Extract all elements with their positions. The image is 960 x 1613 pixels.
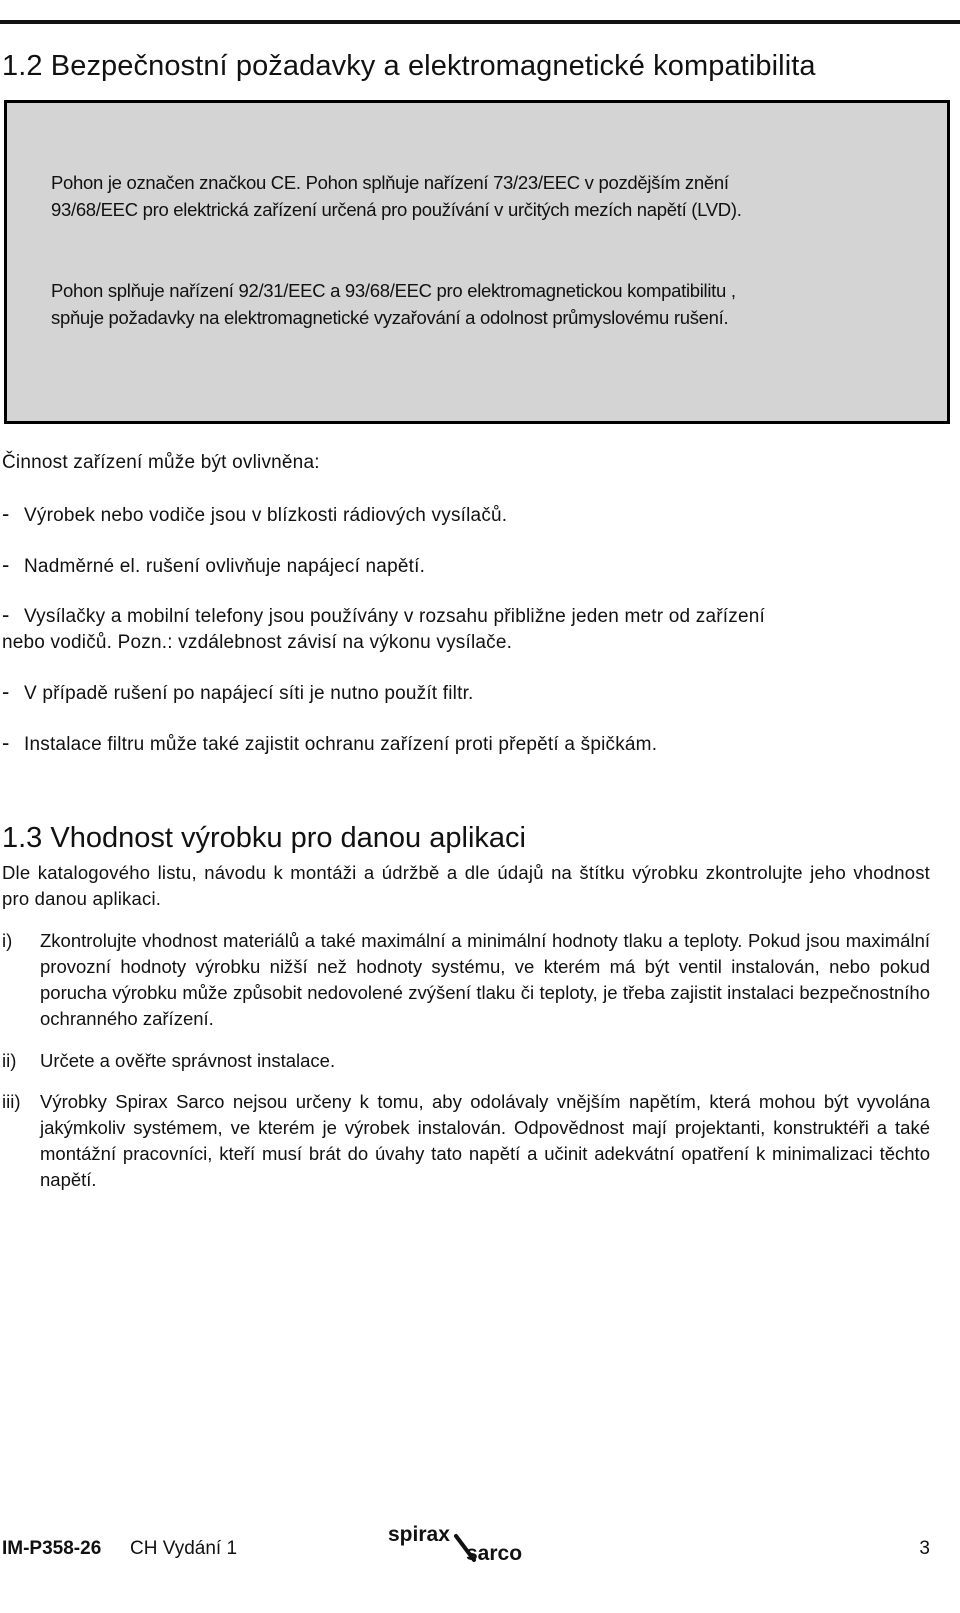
section-1-3-title: 1.3 Vhodnost výrobku pro danou aplikaci — [2, 822, 526, 854]
document-code: IM-P358-26 — [2, 1538, 102, 1559]
activity-item-1 — [2, 500, 507, 530]
item-number: ii) — [2, 1050, 17, 1071]
requirement-item-ii — [2, 1048, 930, 1074]
activity-item-3 — [2, 601, 765, 631]
requirement-item-iii — [2, 1089, 930, 1193]
dash-marker: - — [2, 501, 10, 526]
activity-item-4-text: V případě rušení po napájecí síti je nutno použít filtr. — [24, 683, 474, 704]
dash-marker: - — [2, 602, 10, 627]
dash-marker: - — [2, 679, 10, 704]
box-line-2: 93/68/EEC pro elektrická zařízení určená pro používání v určitých mezích napětí (LVD). — [51, 199, 742, 220]
activity-item-3-cont — [2, 629, 512, 657]
activity-item-5 — [2, 729, 657, 759]
item-text: Určete a ověřte správnost instalace. — [40, 1050, 336, 1071]
activity-item-3-text: Vysílačky a mobilní telefony jsou používány v rozsahu přibližne jeden metr od zařízení — [24, 606, 765, 627]
requirement-item-i — [2, 928, 930, 1032]
dash-marker: - — [2, 730, 10, 755]
activity-item-3-cont-text: nebo vodičů. Pozn.: vzdálebnost závisí na výkonu vysílače. — [2, 632, 513, 653]
logo-bottom-text: sarco — [466, 1542, 523, 1564]
logo-top-text: spirax — [388, 1524, 450, 1546]
spirax-sarco-logo — [386, 1524, 556, 1564]
item-text: Zkontrolujte vhodnost materiálů a také maximální a minimální hodnoty tlaku a teploty. Pokud jsou maximální provozní hodnoty výrobku nižší než hodnoty systému, ve kterém má být ventil instalován, nebo pokud porucha výrobku může způsobit nedovolené zvýšení tlaku či teploty, je třeba zajistit instalaci bezpečnostního ochranného zařízení. — [40, 930, 930, 1029]
box-line-3: Pohon splňuje nařízení 92/31/EEC a 93/68/EEC pro elektromagnetickou kompatibilitu , — [51, 280, 736, 301]
box-line-1: Pohon je označen značkou CE. Pohon splňuje nařízení 73/23/EEC v pozdějším znění — [51, 172, 729, 193]
activity-item-2 — [2, 551, 425, 581]
activity-heading: Činnost zařízení může být ovlivněna: — [2, 452, 320, 473]
activity-item-2-text: Nadměrné el. rušení ovlivňuje napájecí napětí. — [24, 556, 426, 577]
box-line-4: spňuje požadavky na elektromagnetické vyzařování a odolnost průmyslovému rušení. — [51, 307, 729, 328]
dash-marker: - — [2, 552, 10, 577]
activity-item-1-text: Výrobek nebo vodiče jsou v blízkosti rádiových vysílačů. — [24, 505, 508, 526]
item-text: Výrobky Spirax Sarco nejsou určeny k tomu, aby odolávaly vnějším napětím, která mohou být vyvolána jakýmkoliv systémem, ve kterém je výrobek instalován. Odpovědnost mají projektanti, konstruktéři a také montážní pracovníci, kteří musí brát do úvahy tato napětí a učinit adekvátní opatření k minimalizaci těchto napětí. — [40, 1091, 930, 1190]
activity-item-4 — [2, 678, 474, 708]
section-1-3-intro: Dle katalogového listu, návodu k montáži a údržbě a dle údajů na štítku výrobku zkontrolujte jeho vhodnost pro danou aplikaci. — [2, 862, 930, 909]
edition-label: CH Vydání 1 — [130, 1538, 238, 1559]
top-rule — [0, 20, 960, 24]
page-number: 3 — [919, 1538, 930, 1559]
ce-compliance-box — [4, 100, 950, 424]
activity-item-5-text: Instalace filtru může také zajistit ochranu zařízení proti přepětí a špičkám. — [24, 734, 658, 755]
item-number: iii) — [2, 1091, 21, 1112]
section-1-2-title: 1.2 Bezpečnostní požadavky a elektromagnetické kompatibilita — [2, 50, 816, 82]
item-number: i) — [2, 930, 13, 951]
